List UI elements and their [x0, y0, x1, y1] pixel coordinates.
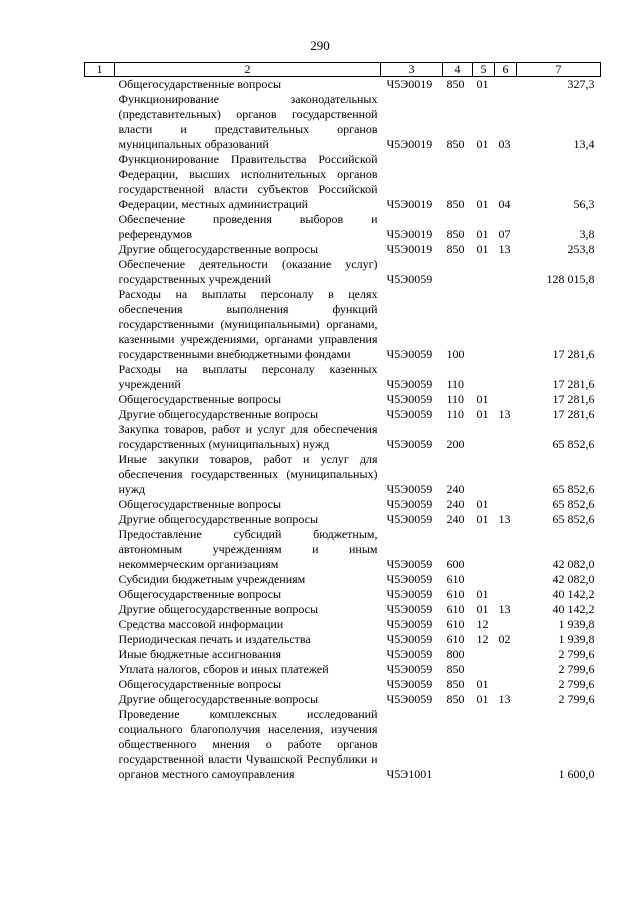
row-number-cell [85, 647, 115, 662]
row-name: Общегосударственные вопросы [118, 677, 282, 691]
table-row [85, 632, 601, 647]
row-subsection [495, 647, 517, 662]
row-section [473, 572, 495, 587]
row-amount: 65 852,6 [552, 497, 595, 511]
row-target-code: Ч5Э0059 [386, 272, 433, 286]
row-amount: 40 142,2 [552, 587, 595, 601]
header-row [85, 63, 601, 77]
row-target-code: Ч5Э1001 [386, 767, 433, 781]
column-header: 1 [85, 63, 115, 77]
column-header: 7 [517, 63, 601, 77]
row-section [473, 527, 495, 572]
row-expense-type: 240 [446, 482, 465, 496]
column-header: 3 [381, 63, 443, 77]
row-amount: 65 852,6 [552, 437, 595, 451]
row-expense-type: 100 [446, 347, 465, 361]
row-number-cell [85, 512, 115, 527]
row-expense-type: 240 [446, 497, 465, 511]
row-name: Общегосударственные вопросы [118, 392, 282, 406]
row-target-code: Ч5Э0019 [386, 137, 433, 151]
row-target-code: Ч5Э0059 [386, 677, 433, 691]
row-section: 01 [476, 227, 489, 241]
row-expense-type: 110 [446, 392, 465, 406]
row-subsection: 04 [498, 197, 511, 211]
row-number-cell [85, 572, 115, 587]
row-subsection [495, 527, 517, 572]
row-name: Предоставление субсидий бюджетным, автономным учреждениям и иным некоммерческим организациям [118, 527, 378, 571]
row-section: 01 [476, 197, 489, 211]
row-amount: 3,8 [579, 227, 595, 241]
table-row [85, 242, 601, 257]
row-section: 01 [476, 677, 489, 691]
row-section [473, 662, 495, 677]
row-subsection: 13 [498, 692, 511, 706]
row-number-cell [85, 497, 115, 512]
row-expense-type: 110 [446, 407, 465, 421]
table-row [85, 677, 601, 692]
row-name: Общегосударственные вопросы [118, 587, 282, 601]
row-name: Другие общегосударственные вопросы [118, 242, 319, 256]
row-number-cell [85, 287, 115, 362]
row-expense-type: 110 [446, 377, 465, 391]
row-section [473, 422, 495, 452]
row-section: 01 [476, 392, 489, 406]
row-expense-type: 200 [446, 437, 465, 451]
row-name: Расходы на выплаты персоналу в целях обеспечения выполнения функций государственными (муниципальными) органами, казенными учреждениями, органами управления государственными внебюджетными фондами [118, 287, 378, 361]
row-subsection [495, 497, 517, 512]
row-name: Другие общегосударственные вопросы [118, 692, 319, 706]
row-subsection [495, 587, 517, 602]
column-header: 5 [473, 63, 495, 77]
row-number-cell [85, 692, 115, 707]
table-row [85, 692, 601, 707]
row-name: Общегосударственные вопросы [118, 497, 282, 511]
row-target-code: Ч5Э0019 [386, 242, 433, 256]
table-row [85, 212, 601, 242]
row-section [473, 707, 495, 782]
row-expense-type: 610 [446, 632, 465, 646]
row-amount: 40 142,2 [552, 602, 595, 616]
row-target-code: Ч5Э0059 [386, 602, 433, 616]
row-target-code: Ч5Э0059 [386, 512, 433, 526]
row-number-cell [85, 662, 115, 677]
row-number-cell [85, 257, 115, 287]
row-subsection: 13 [498, 512, 511, 526]
row-subsection [495, 617, 517, 632]
row-target-code: Ч5Э0059 [386, 572, 433, 586]
row-number-cell [85, 422, 115, 452]
row-number-cell [85, 527, 115, 572]
row-number-cell [85, 392, 115, 407]
row-subsection: 07 [498, 227, 511, 241]
row-subsection [495, 257, 517, 287]
table-row [85, 257, 601, 287]
row-section: 01 [476, 602, 489, 616]
budget-table [84, 62, 601, 782]
table-row [85, 587, 601, 602]
row-name: Обеспечение деятельности (оказание услуг) государственных учреждений [118, 257, 378, 286]
row-section: 01 [476, 77, 489, 91]
row-number-cell [85, 677, 115, 692]
row-section: 01 [476, 587, 489, 601]
row-name: Функционирование Правительства Российской Федерации, высших исполнительных органов государственной власти субъектов Российской Федерации, местных администраций [118, 152, 378, 211]
row-name: Субсидии бюджетным учреждениям [118, 572, 306, 586]
row-name: Периодическая печать и издательства [118, 632, 311, 646]
row-number-cell [85, 632, 115, 647]
row-amount: 17 281,6 [552, 347, 595, 361]
column-header: 2 [115, 63, 381, 77]
row-expense-type: 610 [446, 617, 465, 631]
row-amount: 2 799,6 [558, 692, 595, 706]
table-row [85, 527, 601, 572]
row-number-cell [85, 407, 115, 422]
row-target-code: Ч5Э0019 [386, 77, 433, 91]
row-name: Обеспечение проведения выборов и референдумов [118, 212, 378, 241]
row-amount: 56,3 [573, 197, 595, 211]
row-amount: 2 799,6 [558, 662, 595, 676]
row-subsection: 13 [498, 602, 511, 616]
table-row [85, 662, 601, 677]
row-expense-type: 850 [446, 692, 465, 706]
table-row [85, 392, 601, 407]
row-number-cell [85, 362, 115, 392]
row-subsection [495, 392, 517, 407]
row-expense-type: 600 [446, 557, 465, 571]
row-name: Общегосударственные вопросы [118, 77, 282, 91]
row-target-code: Ч5Э0059 [386, 392, 433, 406]
row-name: Расходы на выплаты персоналу казенных учреждений [118, 362, 378, 391]
table-body [85, 77, 601, 783]
row-amount: 42 082,0 [552, 572, 595, 586]
row-subsection [495, 662, 517, 677]
row-subsection [495, 707, 517, 782]
row-name: Другие общегосударственные вопросы [118, 602, 319, 616]
row-amount: 1 939,8 [558, 617, 595, 631]
row-target-code: Ч5Э0059 [386, 347, 433, 361]
column-header: 4 [443, 63, 473, 77]
table-row [85, 602, 601, 617]
row-target-code: Ч5Э0059 [386, 482, 433, 496]
table-row [85, 422, 601, 452]
table-row [85, 617, 601, 632]
row-section [473, 647, 495, 662]
row-target-code: Ч5Э0059 [386, 617, 433, 631]
page-number: 290 [310, 38, 330, 53]
row-number-cell [85, 587, 115, 602]
row-target-code: Ч5Э0059 [386, 377, 433, 391]
row-number-cell [85, 617, 115, 632]
row-target-code: Ч5Э0059 [386, 587, 433, 601]
table-row [85, 707, 601, 782]
row-expense-type: 610 [446, 587, 465, 601]
row-number-cell [85, 212, 115, 242]
row-subsection: 03 [498, 137, 511, 151]
row-amount: 2 799,6 [558, 647, 595, 661]
row-expense-type: 850 [446, 242, 465, 256]
row-amount: 13,4 [573, 137, 595, 151]
table-row [85, 362, 601, 392]
row-amount: 65 852,6 [552, 482, 595, 496]
row-amount: 1 600,0 [558, 767, 595, 781]
row-number-cell [85, 707, 115, 782]
row-section: 01 [476, 242, 489, 256]
row-subsection [495, 287, 517, 362]
row-section: 12 [476, 632, 489, 646]
row-section [473, 452, 495, 497]
row-section [473, 287, 495, 362]
row-name: Функционирование законодательных (представительных) органов государственной власти и представительных органов муниципальных образований [118, 92, 378, 151]
row-amount: 128 015,8 [546, 272, 595, 286]
row-amount: 17 281,6 [552, 377, 595, 391]
row-number-cell [85, 152, 115, 212]
row-target-code: Ч5Э0059 [386, 437, 433, 451]
row-target-code: Ч5Э0059 [386, 632, 433, 646]
row-number-cell [85, 92, 115, 152]
row-section: 01 [476, 407, 489, 421]
row-expense-type [443, 257, 473, 287]
row-subsection [495, 452, 517, 497]
row-section: 01 [476, 692, 489, 706]
row-expense-type: 850 [446, 227, 465, 241]
row-amount: 17 281,6 [552, 392, 595, 406]
row-name: Другие общегосударственные вопросы [118, 407, 319, 421]
row-number-cell [85, 602, 115, 617]
row-name: Проведение комплексных исследований социального благополучия населения, изучения общественного мнения о работе органов государственной власти Чувашской Республики и органов местного самоуправления [118, 707, 378, 781]
row-expense-type: 850 [446, 662, 465, 676]
row-expense-type: 800 [446, 647, 465, 661]
row-number-cell [85, 77, 115, 93]
table-header [85, 63, 601, 77]
row-target-code: Ч5Э0019 [386, 197, 433, 211]
row-expense-type: 850 [446, 137, 465, 151]
row-target-code: Ч5Э0059 [386, 662, 433, 676]
row-expense-type: 850 [446, 677, 465, 691]
row-subsection [495, 572, 517, 587]
row-amount: 42 082,0 [552, 557, 595, 571]
row-amount: 2 799,6 [558, 677, 595, 691]
table-row [85, 407, 601, 422]
row-amount: 327,3 [567, 77, 595, 91]
row-amount: 17 281,6 [552, 407, 595, 421]
row-amount: 65 852,6 [552, 512, 595, 526]
row-expense-type: 610 [446, 572, 465, 586]
row-expense-type: 240 [446, 512, 465, 526]
row-name: Закупка товаров, работ и услуг для обеспечения государственных (муниципальных) нужд [118, 422, 378, 451]
row-expense-type: 850 [446, 197, 465, 211]
table-row [85, 647, 601, 662]
table-row [85, 92, 601, 152]
row-subsection: 13 [498, 242, 511, 256]
row-subsection: 13 [498, 407, 511, 421]
table-row [85, 497, 601, 512]
row-section [473, 362, 495, 392]
row-target-code: Ч5Э0059 [386, 692, 433, 706]
row-subsection [495, 422, 517, 452]
row-section [473, 257, 495, 287]
row-amount: 253,8 [567, 242, 595, 256]
row-name: Иные закупки товаров, работ и услуг для обеспечения государственных (муниципальных) нужд [118, 452, 378, 496]
table-row [85, 152, 601, 212]
table-row [85, 572, 601, 587]
row-target-code: Ч5Э0059 [386, 557, 433, 571]
row-subsection [495, 677, 517, 692]
row-subsection [495, 362, 517, 392]
row-number-cell [85, 452, 115, 497]
row-name: Другие общегосударственные вопросы [118, 512, 319, 526]
row-number-cell [85, 242, 115, 257]
table-row [85, 77, 601, 93]
row-expense-type: 610 [446, 602, 465, 616]
row-expense-type [443, 707, 473, 782]
table-row [85, 287, 601, 362]
row-section: 12 [476, 617, 489, 631]
row-section: 01 [476, 497, 489, 511]
table-row [85, 512, 601, 527]
row-subsection: 02 [498, 632, 511, 646]
row-target-code: Ч5Э0059 [386, 407, 433, 421]
row-name: Уплата налогов, сборов и иных платежей [118, 662, 329, 676]
row-target-code: Ч5Э0019 [386, 227, 433, 241]
row-section: 01 [476, 137, 489, 151]
row-section: 01 [476, 512, 489, 526]
row-name: Средства массовой информации [118, 617, 284, 631]
column-header: 6 [495, 63, 517, 77]
row-target-code: Ч5Э0059 [386, 497, 433, 511]
row-name: Иные бюджетные ассигнования [118, 647, 281, 661]
row-amount: 1 939,8 [558, 632, 595, 646]
row-expense-type: 850 [446, 77, 465, 91]
table-row [85, 452, 601, 497]
row-subsection [495, 77, 517, 93]
row-target-code: Ч5Э0059 [386, 647, 433, 661]
